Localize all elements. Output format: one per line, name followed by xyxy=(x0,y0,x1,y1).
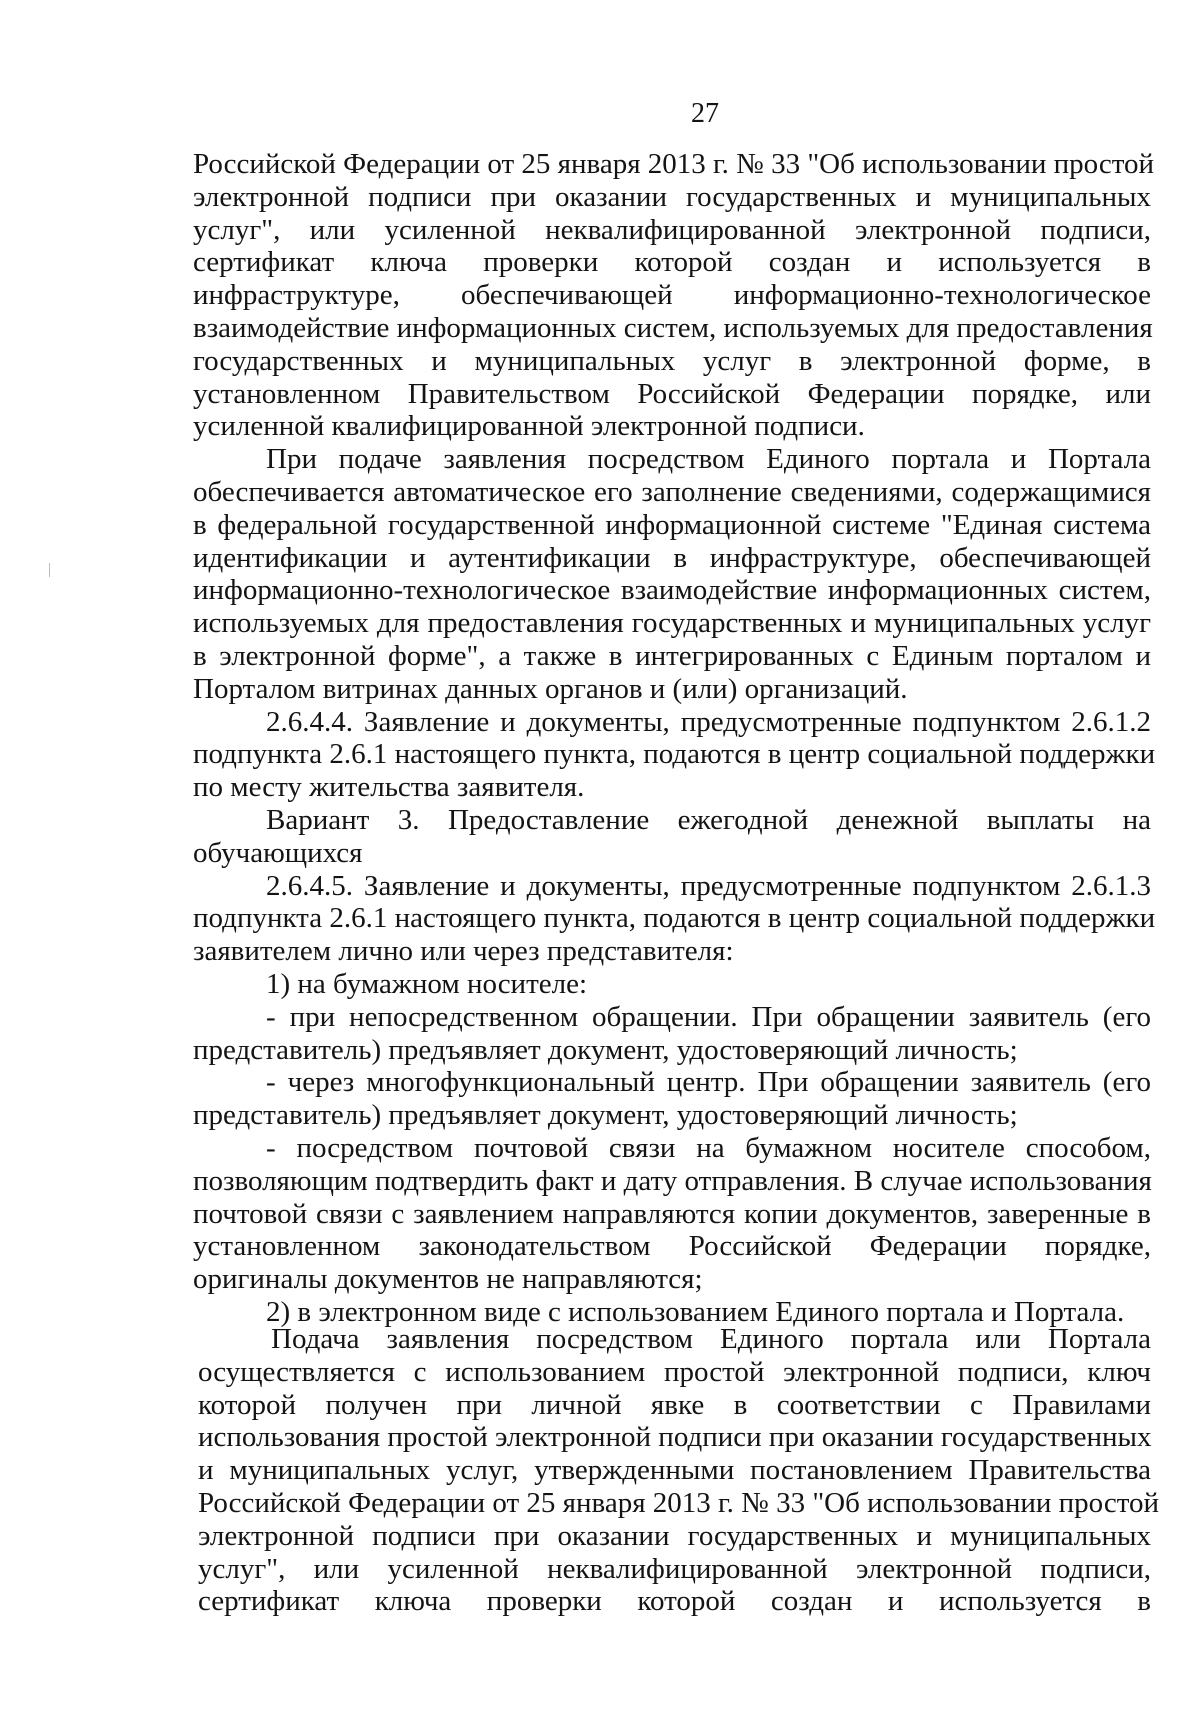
text-line: - посредством почтовой связи на бумажном носителе способом, xyxy=(266,1131,1151,1164)
scan-margin-mark xyxy=(49,563,50,577)
body-text-lower xyxy=(198,1323,1160,1618)
text-line: Порталом витринах данных органов и (или) организаций. xyxy=(193,672,908,705)
text-line: обучающихся xyxy=(193,836,363,869)
text-line: установленном законодательством Российской Федерации порядке, xyxy=(193,1230,1151,1263)
text-line: инфраструктуре, обеспечивающей информационно-технологическое xyxy=(193,279,1151,312)
text-line: заявителем лично или через представителя: xyxy=(193,935,734,968)
text-line: взаимодействие информационных систем, используемых для предоставления xyxy=(193,311,1153,344)
text-line: по месту жительства заявителя. xyxy=(193,771,585,804)
text-line: государственных и муниципальных услуг в электронной форме, в xyxy=(193,344,1151,377)
text-line: Вариант 3. Предоставление ежегодной денежной выплаты на xyxy=(266,803,1151,836)
text-line: Российской Федерации от 25 января 2013 г. № 33 "Об использовании простой xyxy=(193,148,1155,180)
text-line: в федеральной государственной информационной системе "Единая система xyxy=(193,508,1151,541)
text-line: Подача заявления посредством Единого портала или Портала xyxy=(271,1323,1151,1355)
text-line: услуг", или усиленной неквалифицированной электронной подписи, xyxy=(198,1552,1151,1585)
text-line: 2) в электронном виде с использованием Единого портала и Портала. xyxy=(266,1295,1125,1328)
text-line: позволяющим подтвердить факт и дату отправления. В случае использования xyxy=(193,1164,1152,1197)
text-line: сертификат ключа проверки которой создан и используется в xyxy=(193,246,1151,279)
text-line: использования простой электронной подписи при оказании государственных xyxy=(198,1421,1152,1454)
text-line: 2.6.4.5. Заявление и документы, предусмотренные подпунктом 2.6.1.3 xyxy=(266,869,1151,902)
text-line: в электронной форме", а также в интегрированных с Единым порталом и xyxy=(193,639,1151,672)
text-line: услуг", или усиленной неквалифицированной электронной подписи, xyxy=(193,213,1151,246)
text-line: оригиналы документов не направляются; xyxy=(193,1263,703,1296)
text-line: подпункта 2.6.1 настоящего пункта, подаются в центр социальной поддержки xyxy=(193,902,1156,935)
text-line: и муниципальных услуг, утвержденными постановлением Правительства xyxy=(198,1454,1151,1487)
text-line: электронной подписи при оказании государственных и муниципальных xyxy=(193,180,1151,213)
body-text-upper xyxy=(193,148,1156,1329)
text-line: представитель) предъявляет документ, удостоверяющий личность; xyxy=(193,1099,1018,1132)
text-line: подпункта 2.6.1 настоящего пункта, подаются в центр социальной поддержки xyxy=(193,738,1156,771)
text-line: При подаче заявления посредством Единого портала и Портала xyxy=(266,443,1151,476)
text-line: Российской Федерации от 25 января 2013 г. № 33 "Об использовании простой xyxy=(198,1486,1160,1519)
text-line: усиленной квалифицированной электронной подписи. xyxy=(193,410,865,443)
text-line: 2.6.4.4. Заявление и документы, предусмотренные подпунктом 2.6.1.2 xyxy=(266,705,1151,738)
text-line: которой получен при личной явке в соответствии с Правилами xyxy=(198,1388,1151,1421)
text-line: представитель) предъявляет документ, удостоверяющий личность; xyxy=(193,1033,1018,1066)
text-line: установленном Правительством Российской Федерации порядке, или xyxy=(193,377,1151,410)
text-line: электронной подписи при оказании государственных и муниципальных xyxy=(198,1519,1151,1552)
text-line: осуществляется с использованием простой электронной подписи, ключ xyxy=(198,1355,1151,1388)
text-line: используемых для предоставления государственных и муниципальных услуг xyxy=(193,607,1151,640)
text-line: 1) на бумажном носителе: xyxy=(266,967,588,1000)
text-line: обеспечивается автоматическое его заполнение сведениями, содержащимися xyxy=(193,475,1151,508)
text-line: почтовой связи с заявлением направляются копии документов, заверенные в xyxy=(193,1197,1151,1230)
page-number: 27 xyxy=(691,98,719,129)
text-line: идентификации и аутентификации в инфраструктуре, обеспечивающей xyxy=(193,541,1151,574)
text-line: - при непосредственном обращении. При обращении заявитель (его xyxy=(266,1000,1151,1033)
text-line: информационно-технологическое взаимодействие информационных систем, xyxy=(193,574,1151,607)
text-line: сертификат ключа проверки которой создан и используется в xyxy=(198,1585,1151,1618)
text-line: - через многофункциональный центр. При обращении заявитель (его xyxy=(266,1066,1151,1099)
